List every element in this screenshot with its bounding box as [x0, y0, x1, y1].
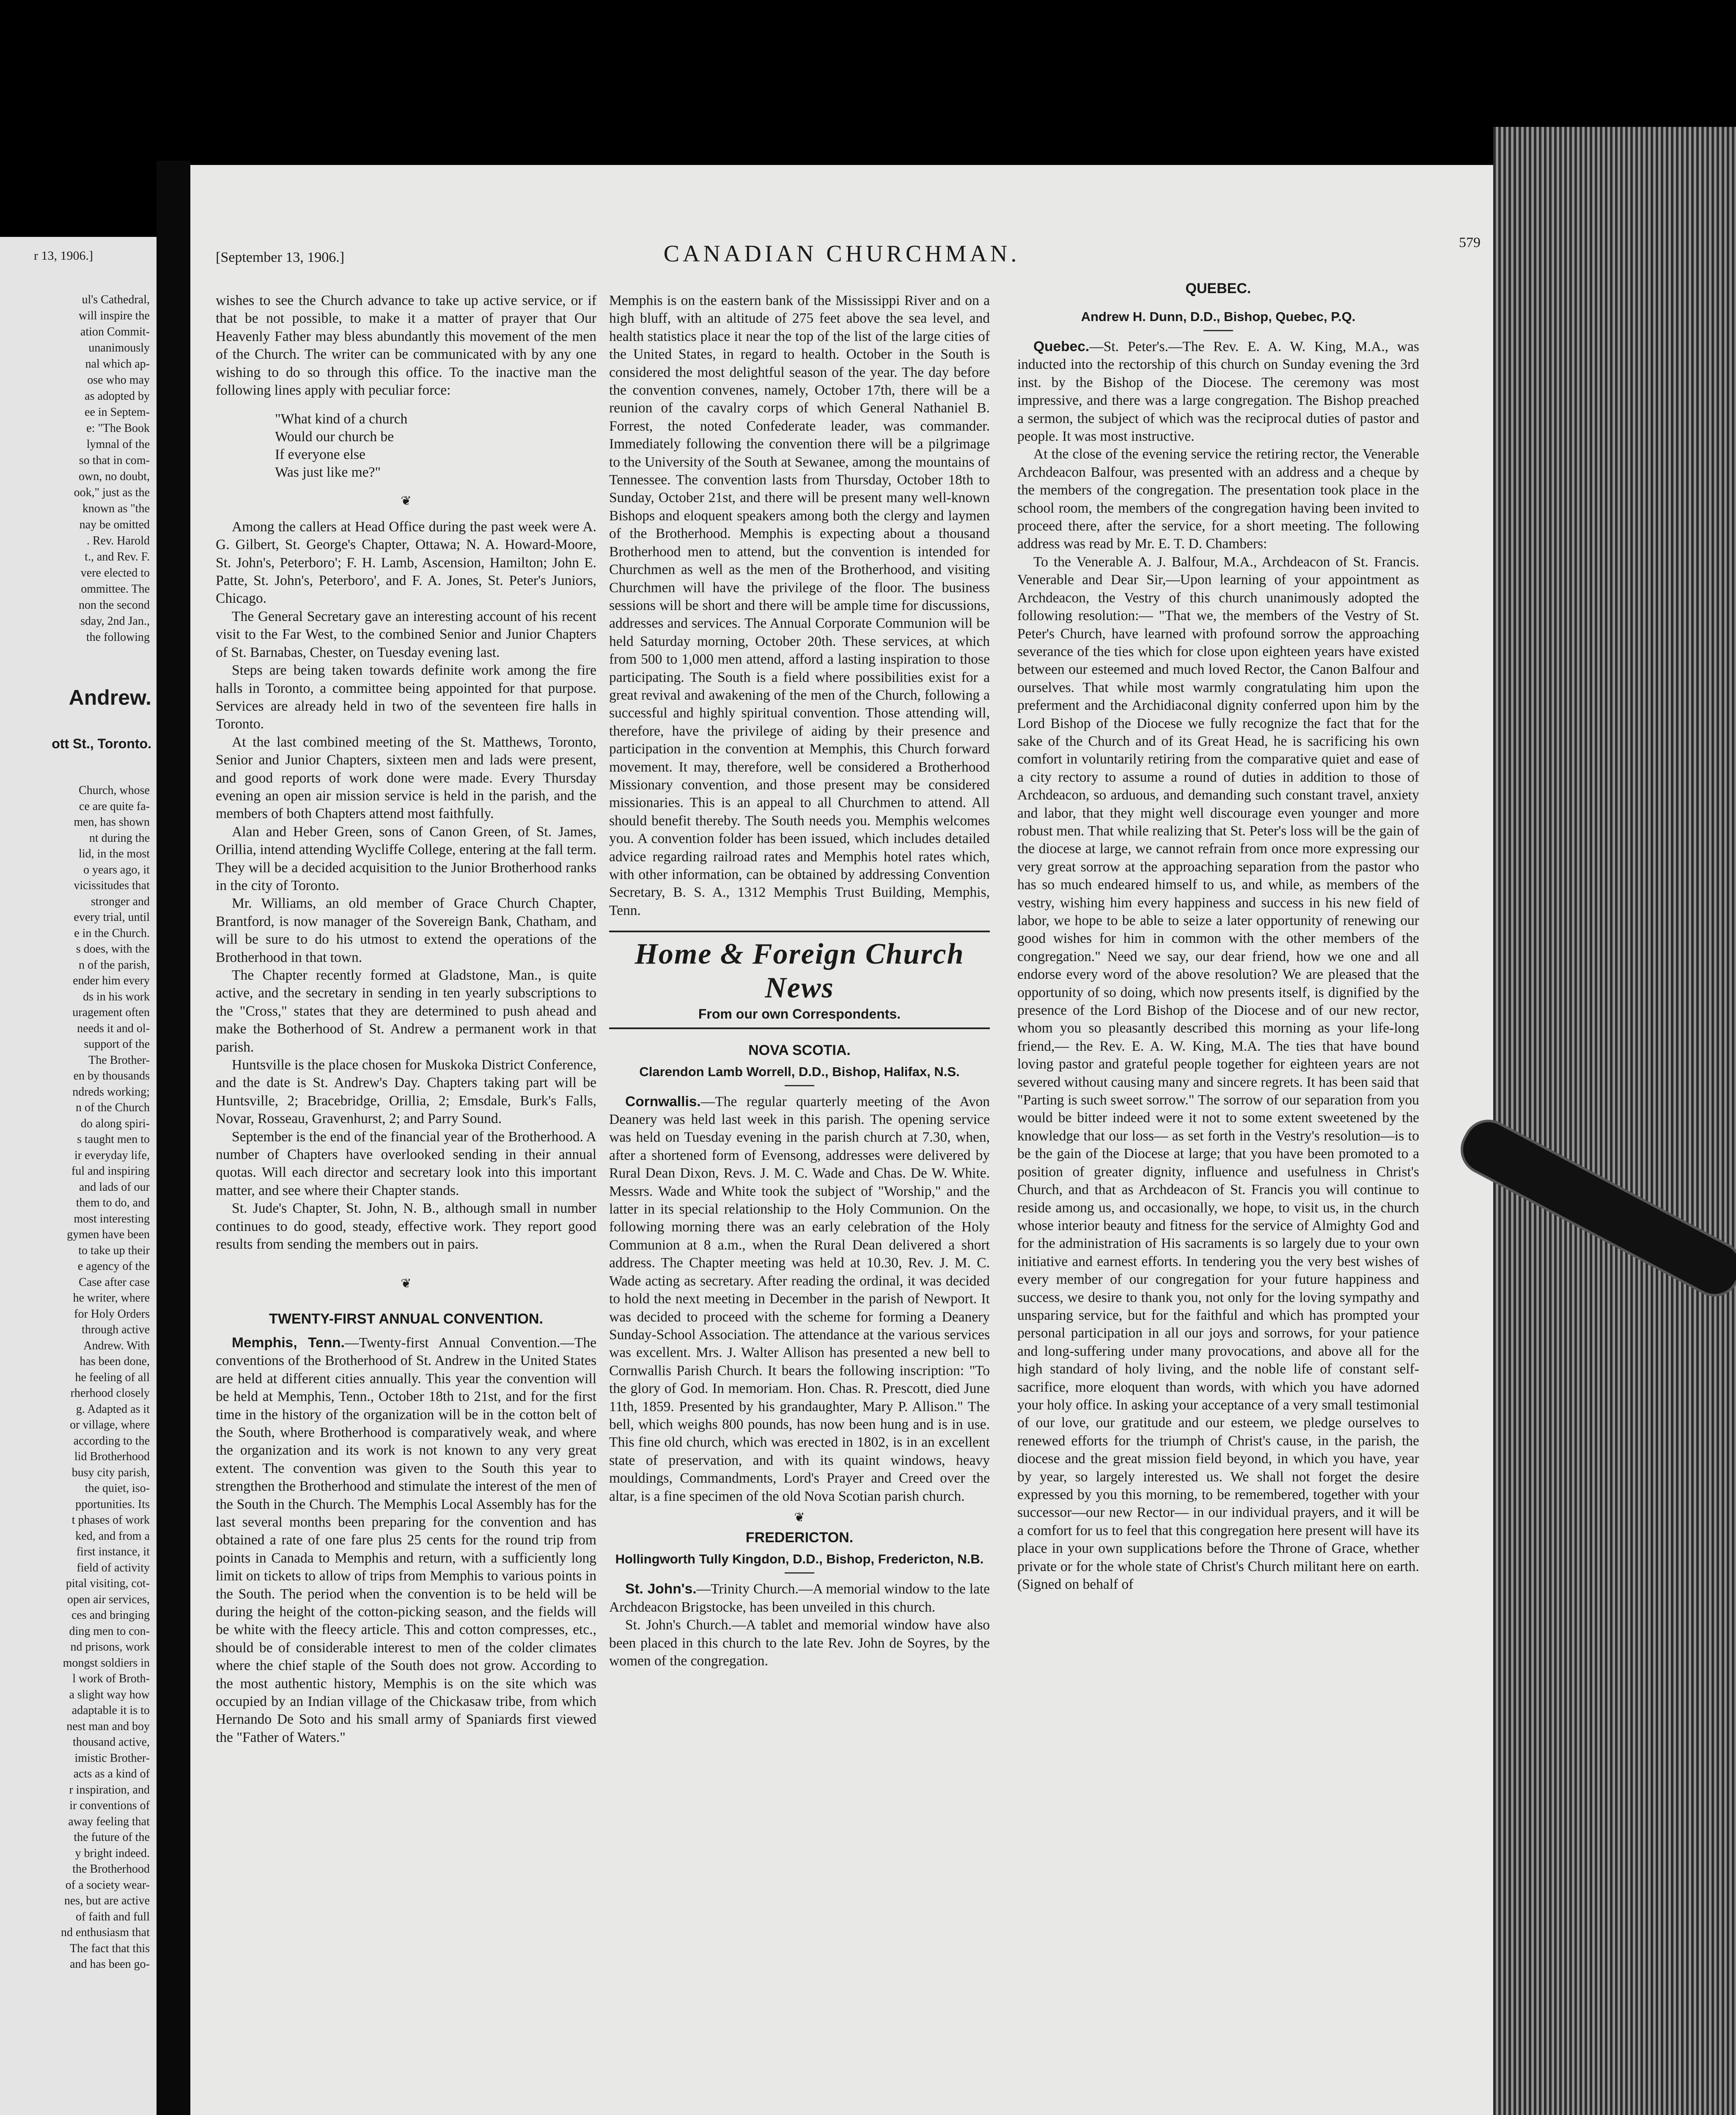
quebec-title: QUEBEC.	[1185, 280, 1251, 297]
col1-paragraph: At the last combined meeting of the St. Matthews, Toronto, Senior and Junior Chapters, sixteen men and lads were present, and good reports of work done were made. Every Thursday evening an open air mission service is held in the parish, and the members of both Chapters attend most faithfully.	[216, 734, 596, 822]
nova-scotia-bishop: Clarendon Lamb Worrell, D.D., Bishop, Halifax, N.S.	[639, 1064, 960, 1079]
divider	[785, 1572, 814, 1574]
cornwallis-text: —The regular quarterly meeting of the Avon Deanery was held last week in this parish. The opening service was held on Tuesday evening in the parish church at 7.30, when, after a shortened form of Evensong, addresses were delivered by Rural Dean Dixon, Revs. J. M. C. Wade and Chas. De W. White. Messrs. Wade and White took the subject of "Worship," and the latter in its special relationship to the Holy Communion. On the following morning there was an early celebration of the Holy Communion at 8 a.m., when the Rural Dean delivered a short address. The Chapter meeting was held at 10.30, Rev. J. M. C. Wade acting as secretary. After reading the ordinal, it was decided to hold the next meeting in December in the parish of Newport. It was decided to proceed with the scheme for forming a Deanery Sunday-School Association. The attendance at the various services was excellent. Mrs. J. Walter Allison has presented a new bell to Cornwallis Parish Church. It bears the following inscription: "To the glory of God. In memoriam. Hon. Chas. R. Prescott, died June 11th, 1859. Presented by his grandaughter, Mary P. Allison." The bell, which weighs 800 pounds, has now been hung and is in use. This fine old church, which was erected in 1802, is in an excellent state of preservation, and with its quaint windows, heavy mouldings, Commandments, Lord's Prayer and Creed over the altar, is a fine specimen of the old Nova Scotian parish church.	[609, 1093, 990, 1504]
col2-memphis-paragraph: Memphis is on the eastern bank of the Mississippi River and on a high bluff, with an altitude of 275 feet above the sea level, and health statistics place it near the top of the list of the large cities of the United States, in regard to health. October in the South is considered the most delightful season of the year. The day before the convention convenes, namely, October 17th, there will be a reunion of the cavalry corps of which General Nathaniel B. Forrest, the noted Confederate leader, was commander. Immediately following the convention there will be a pilgrimage to the University of the South at Sewanee, among the mountains of Tennessee. The convention lasts from Thursday, October 18th to Sunday, October 21st, and there will be present many well-known Bishops and eloquent speakers among both the clergy and laymen of the Brotherhood. Memphis is expecting about a thousand Brotherhood men to attend, but the convention is intended for Churchmen as well as the men of the Brotherhood, and visiting Churchmen will have the privilege of the floor. The business sessions will be short and there will be ample time for discussions, addresses and services. The Annual Corporate Communion will be held Saturday morning, October 20th. These services, at which from 500 to 1,000 men attend, afford a lasting inspiration to those participating. The South is a field where possibilities exist for a great revival and awakening of the men of the Church, following a successful and highly spiritual convention. Those attending will, therefore, have the privilege of aiding by their presence and participation in the convention at Memphis, this Church forward movement. It may, therefore, well be considered a Brotherhood Missionary convention, and those present may be considered missionaries. This is an appeal to all Churchmen to attend. All should benefit thereby. The South needs you. Memphis welcomes you. A convention folder has been issued, which includes detailed advice regarding railroad rates and Memphis hotel rates which, with other information, can be obtained by addressing Convention Secretary, B. S. A., 1312 Memphis Trust Building, Memphis, Tenn.	[609, 293, 990, 918]
convention-text: —Twenty-first Annual Convention.—The conventions of the Brotherhood of St. Andrew in the United States are held at different cities annually. This year the convention will be held at Memphis, Tenn., October 18th to 21st, and for the first time in the history of the organization will be in the cotton belt of the South, where Brotherhood is comparatively weak, and where the organization and its work is not known to any very great extent. The convention was given to the South this year to strengthen the Brotherhood and stimulate the interest of the men of the South in the Church. The Memphis Local Assembly has for the last several months been preparing for the convention and has obtained a rate of one fare plus 25 cents for the round trip from points in Canada to Memphis and return, with a sufficiently long limit on tickets to allow of trips from Memphis to various points in the South. The period when the convention is to be held will be during the height of the cotton-picking season, and the fields will be white with the fleecy article. This and cotton compresses, etc., should be of considerable interest to men of the colder climates where the chief staple of the South does not grow. According to the most authentic history, Memphis is on the site which was occupied by an Indian village of the Chickasaw tribe, from which Hernando De Soto and his small army of Spaniards first viewed the "Father of Waters."	[216, 1335, 596, 1745]
page-header-date: [September 13, 1906.]	[216, 250, 345, 265]
banner-subtitle: From our own Correspondents.	[698, 1006, 901, 1022]
left-page-subheading: ott St., Toronto.	[52, 736, 151, 751]
book-gutter	[157, 161, 190, 2115]
st-johns-text: —Trinity Church.—A memorial window to the late Archdeacon Brigstocke, has been unveiled in this church.	[609, 1581, 990, 1615]
col1-paragraph: September is the end of the financial year of the Brotherhood. A number of Chapters have overlooked sending in their annual quotas. Will each director and secretary look into this important matter, and see where their Chapter stands.	[216, 1129, 596, 1198]
cornwallis-lead: Cornwallis.	[625, 1093, 701, 1110]
left-page-heading: Andrew.	[69, 686, 151, 709]
column-3	[1017, 271, 1419, 1593]
col1-news-items	[216, 518, 596, 1254]
convention-lead: Memphis, Tenn.	[232, 1335, 345, 1351]
nova-scotia-title: NOVA SCOTIA.	[748, 1042, 851, 1058]
left-page-header: r 13, 1906.]	[34, 249, 93, 263]
left-page-fragment	[0, 237, 159, 2115]
col1-paragraph: Mr. Williams, an old member of Grace Church Chapter, Brantford, is now manager of the Sovereign Bank, Chatham, and will be sure to do his utmost to extend the operations of the Brotherhood in that town.	[216, 895, 596, 965]
divider	[785, 1085, 814, 1086]
quebec-bishop: Andrew H. Dunn, D.D., Bishop, Quebec, P.Q.	[1081, 309, 1356, 324]
column-1	[216, 292, 596, 1747]
newspaper-page	[190, 165, 1493, 2115]
col1-paragraph: The Chapter recently formed at Gladstone, Man., is quite active, and the secretary in sending in ten yearly subscriptions to the "Cross," states that they are determined to push ahead and make the Botherhood of St. Andrew a permanent work in that parish.	[216, 967, 596, 1055]
col1-paragraph: Steps are being taken towards definite work among the fire halls in Toronto, a committee being appointed for that purpose. Services are already held in two of the seventeen fire halls in Toronto.	[216, 662, 596, 732]
col1-paragraph: Alan and Heber Green, sons of Canon Green, of St. James, Orillia, intend attending Wycliffe College, entering at the fall term. They will be a decided acquisition to the Junior Brotherhood ranks in the city of Toronto.	[216, 824, 596, 893]
col1-paragraph: Among the callers at Head Office during the past week were A. G. Gilbert, St. George's Chapter, Ottawa; N. A. Howard-Moore, St. John's, Peterboro'; F. H. Lamb, Ascension, Hamilton; John E. Patte, St. John's, Peterboro', and F. A. Jones, St. Peter's Juniors, Chicago.	[216, 519, 596, 607]
page-number: 579	[1459, 235, 1481, 250]
col1-paragraph: Huntsville is the place chosen for Muskoka District Conference, and the date is St. Andrew's Day. Chapters taking part will be Huntsville, 2; Bracebridge, Orillia, 2; Emsdale, Burk's Falls, Novar, Rosseau, Gravenhurst, 2; and Parry Sound.	[216, 1057, 596, 1127]
fleuron-ornament: ❦	[794, 1510, 805, 1524]
left-page-text-top: ul's Cathedral, will inspire the ation Commit- unanimously nal which ap- ose who may as adopted by ee in Septem- e: "The Book lymnal of the so that in com- own, no doubt, ook," just as the known as "the nay be omitted . Rev. Harold t., and Rev. F. vere elected to ommittee. The non the second sday, 2nd Jan., the following	[74, 293, 150, 644]
fredericton-bishop: Hollingworth Tully Kingdon, D.D., Bishop, Fredericton, N.B.	[615, 1552, 984, 1567]
book-page-edges	[1493, 127, 1736, 2115]
left-page-text-bottom: Church, whose ce are quite fa- men, has shown nt during the lid, in the most o years ago, it vicissitudes that stronger and every trial, until e in the Church. s does, with the n of the parish, ender him every ds in his work uragement often needs it and ol- support of the The Brother- en by thousands ndreds working; n of the Church do along spiri- s taught men to ir everyday life, ful and inspiring and lads of our them to do, and most interesting gymen have been to take up their e agency of the Case after case he writer, where for Holy Orders through active Andrew. With has been done, he feeling of all rherhood closely g. Adapted as it or village, where according to the lid Brotherhood busy city parish, the quiet, iso- pportunities. Its t phases of work ked, and from a first instance, it field of activity pital visiting, cot- open air services, ces and bringing ding men to con- nd prisons, work mongst soldiers in l work of Broth- a slight way how adaptable it is to nest man and boy thousand active, imistic Brother- acts as a kind of r inspiration, and ir conventions of away feeling that the future of the y bright indeed. the Brotherhood of a society wear- nes, but are active of faith and full nd enthusiasm that The fact that this and has been go-	[61, 784, 150, 1971]
page-header-title: CANADIAN CHURCHMAN.	[663, 241, 1020, 267]
st-johns-text-2: St. John's Church.—A tablet and memorial window have also been placed in this church to the late Rev. John de Soyres, by the women of the congregation.	[609, 1617, 990, 1669]
column-2	[609, 292, 990, 1670]
quebec-text-1: —St. Peter's.—The Rev. E. A. W. King, M.A., was inducted into the rectorship of this church on Sunday evening the 3rd inst. by the Bishop of the Diocese. The ceremony was most impressive, and there was a large congregation. The Bishop preached a sermon, the subject of which was the reciprocal duties of pastor and people. It was most instructive.	[1017, 339, 1419, 445]
col1-paragraph: St. Jude's Chapter, St. John, N. B., although small in number continues to do good, steady, effective work. They report good results from sending the members out in pairs.	[216, 1200, 596, 1253]
convention-title: TWENTY-FIRST ANNUAL CONVENTION.	[269, 1310, 543, 1327]
fleuron-ornament: ❦	[401, 1276, 412, 1291]
fleuron-ornament: ❦	[401, 494, 412, 508]
divider	[1203, 330, 1233, 331]
col1-paragraph: The General Secretary gave an interesting account of his recent visit to the Far West, to the combined Senior and Junior Chapters of St. Barnabas, Chester, on Tuesday evening last.	[216, 608, 596, 660]
home-foreign-news-banner	[609, 931, 990, 1029]
quebec-text-2: At the close of the evening service the retiring rector, the Venerable Archdeacon Balfour, was presented with an address and a cheque by the members of the congregation. The presentation took place in the school room, the members of the congregation having been invited to proceed there, after the service, for a short meeting. The following address was read by Mr. E. T. D. Chambers:	[1017, 446, 1419, 552]
col1-poem: "What kind of a church Would our church be If everyone else Was just like me?"	[275, 411, 408, 481]
st-johns-lead: St. John's.	[625, 1581, 697, 1597]
quebec-address: To the Venerable A. J. Balfour, M.A., Archdeacon of St. Francis. Venerable and Dear Sir,—Upon learning of your appointment as Archdeacon, the Vestry of this church unanimously adopted the following resolution:— "That we, the members of the Vestry of St. Peter's Church, have learned with profound sorrow the approaching severance of the ties which for close upon eighteen years have existed between our esteemed and much loved Rector, the Canon Balfour and ourselves. That while most warmly congratulating him upon the preferment and the Archidiaconal dignity conferred upon him by the Lord Bishop of the Diocese we fully recognize the fact that for the sake of the Church and of its Great Head, he is sacrificing his own comfort in voluntarily retiring from the comparative quiet and ease of a city rectory to assume a round of duties in addition to those of Archdeacon, so arduous, and demanding such constant travel, anxiety and labor, that they might well discourage even younger and more robust men. That while realizing that St. Peter's loss will be the gain of the diocese at large, we cannot refrain from once more expressing our very great sorrow at the approaching separation from the pastor who has so much endeared himself to us, and while, as members of the vestry, wishing him every happiness and success in his new field of labor, we hope to be able to seize a later opportunity of renewing our good wishes for him in common with the other members of the congregation." Need we say, our dear friend, how we one and all endorse every word of the above resolution? We are pleased that the opportunity of so doing, which now presents itself, is dignified by the presence of the Lord Bishop of the Diocese and of our new rector, whom you so pleasantly described this morning as your life-long friend,— the Rev. E. A. W. King, M.A. The ties that have bound loving pastor and grateful people together for eighteen years are not severed without causing many and sincere regrets. It has been said that "Parting is such sweet sorrow." The sorrow of our separation from you would be bitter indeed were it not to some extent sweetened by the knowledge that our loss— as set forth in the Vestry's resolution—is to be the gain of the Diocese at large; that you have been promoted to a position of greater dignity, influence and usefulness in Christ's Church, and that as Archdeacon of St. Francis you will continue to reside among us, and occasionally, we hope, to visit us, in the church whose interior beauty and fitness for the service of Almighty God and for the administration of His sacraments is so largely due to your own initiative and earnest efforts. In tendering you the very best wishes of every member of our congregation for your future happiness and success, we desire to thank you, not only for the loving sympathy and unsparing service, but for the faithful and which has prompted your personal participation in all our joys and sorrows, for your patience and long-suffering under many provocations, and above all for the high standard of holy living, and the noble life of constant self-sacrifice, more eloquent than words, with which you have adorned your holy office. In asking your acceptance of a very small testimonial of our love, our gratitude and our esteem, we pledge ourselves to renewed efforts for the triumph of Christ's cause, in the parish, the diocese and the great mission field beyond, in which you have, year by year, so largely interested us. We shall not forget the desire expressed by you this morning, to be remembered, together with your successor—our new Rector— in our individual prayers, and it will be a comfort for us to feel that this congregation here present will have its place in your own supplications before the Throne of Grace, whether private or for the whole state of Christ's Church militant here on earth. (Signed on behalf of	[1017, 554, 1419, 1593]
col1-opening-paragraph: wishes to see the Church advance to take up active service, or if that be not possible, to make it a matter of prayer that Our Heavenly Father may bless abundantly this movement of the men of the Church. The writer can be communicated with by any one wishing to do so through this office. To the inactive man the following lines apply with peculiar force:	[216, 293, 596, 398]
quebec-lead: Quebec.	[1033, 339, 1090, 354]
fredericton-title: FREDERICTON.	[745, 1530, 854, 1546]
banner-title: Home & Foreign Church News	[635, 938, 964, 1005]
